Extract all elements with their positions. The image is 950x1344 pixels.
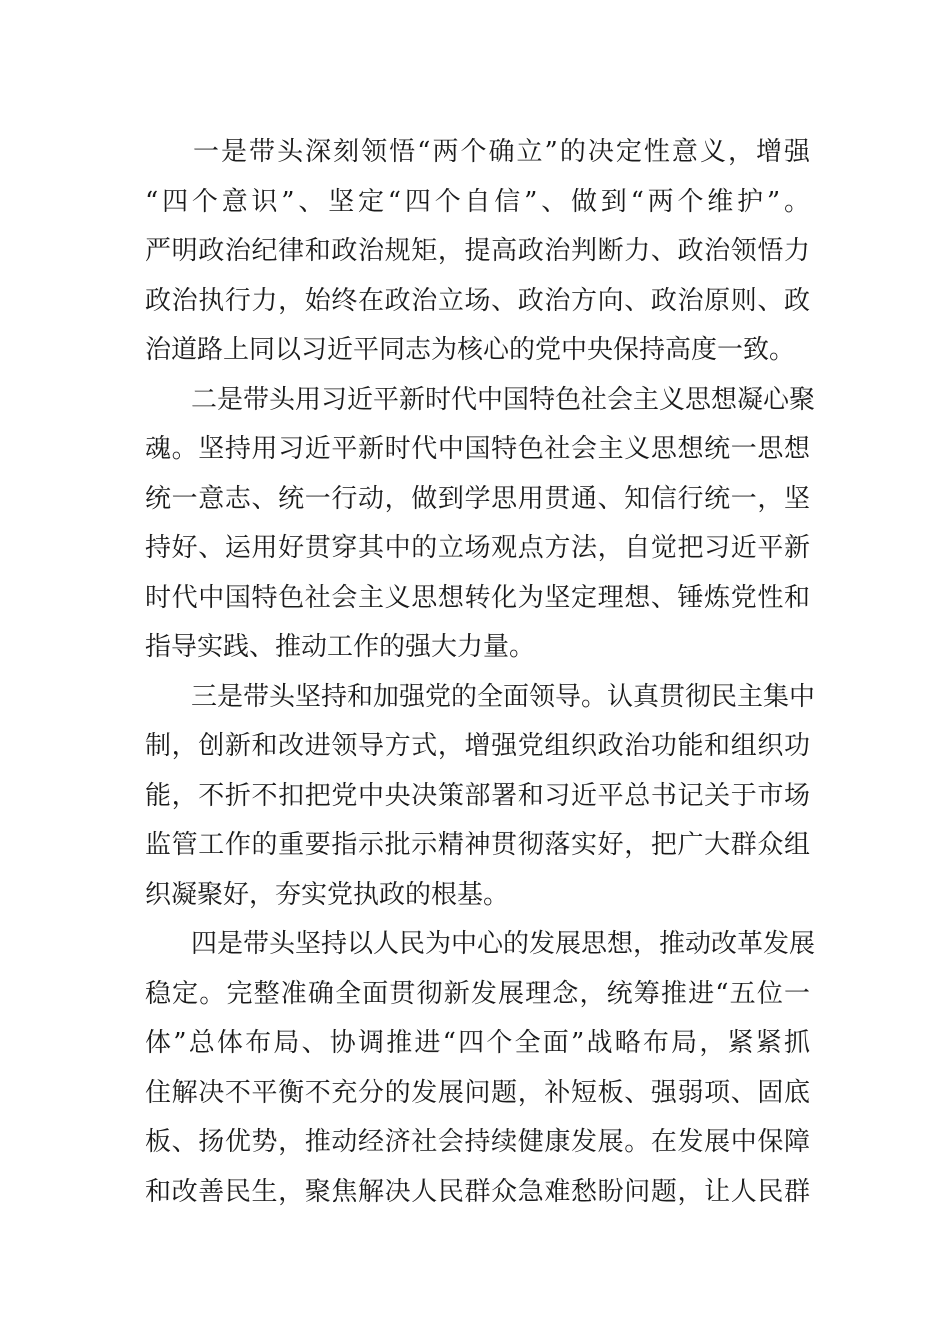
text-line: 体”总体布局、协调推进“四个全面”战略布局，紧紧抓 — [145, 1028, 810, 1058]
text-line: 严明政治纪律和政治规矩，提高政治判断力、政治领悟力 — [145, 236, 810, 266]
text-line: 三是带头坚持和加强党的全面领导。认真贯彻民主集中 — [191, 681, 816, 712]
text-line: 二是带头用习近平新时代中国特色社会主义思想凝心聚 — [191, 384, 816, 415]
text-line: 织凝聚好，夯实党执政的根基。 — [145, 879, 510, 910]
text-line: 持好、运用好贯穿其中的立场观点方法，自觉把习近平新 — [145, 533, 810, 563]
paragraph-4 — [145, 920, 816, 1217]
document-body — [145, 128, 816, 1217]
paragraph-2 — [145, 376, 816, 673]
text-line: 时代中国特色社会主义思想转化为坚定理想、锤炼党性和 — [145, 582, 810, 613]
text-line: 指导实践、推动工作的强大力量。 — [145, 632, 536, 662]
text-line: 和改善民生，聚焦解决人民群众急难愁盼问题，让人民群 — [145, 1176, 810, 1207]
text-line: 一是带头深刻领悟“两个确立”的决定性意义，增强 — [191, 137, 810, 167]
text-line: 能，不折不扣把党中央决策部署和习近平总书记关于市场 — [145, 780, 810, 811]
paragraph-3 — [145, 673, 816, 921]
text-line: 稳定。完整准确全面贯彻新发展理念，统筹推进“五位一 — [145, 978, 810, 1009]
text-line: 四是带头坚持以人民为中心的发展思想，推动改革发展 — [191, 929, 816, 959]
paragraph-1 — [145, 128, 810, 376]
text-line: 住解决不平衡不充分的发展问题，补短板、强弱项、固底 — [145, 1077, 810, 1108]
text-line: 魂。坚持用习近平新时代中国特色社会主义思想统一思想 — [145, 434, 810, 464]
text-line: 监管工作的重要指示批示精神贯彻落实好，把广大群众组 — [145, 830, 810, 860]
text-line: “四个意识”、坚定“四个自信”、做到“两个维护”。 — [145, 186, 810, 217]
text-line: 政治执行力，始终在政治立场、政治方向、政治原则、政 — [145, 285, 810, 316]
text-line: 板、扬优势，推动经济社会持续健康发展。在发展中保障 — [145, 1127, 810, 1157]
text-line: 统一意志、统一行动，做到学思用贯通、知信行统一，坚 — [145, 483, 810, 514]
text-line: 治道路上同以习近平同志为核心的党中央保持高度一致。 — [145, 335, 796, 365]
text-line: 制，创新和改进领导方式，增强党组织政治功能和组织功 — [145, 731, 810, 761]
